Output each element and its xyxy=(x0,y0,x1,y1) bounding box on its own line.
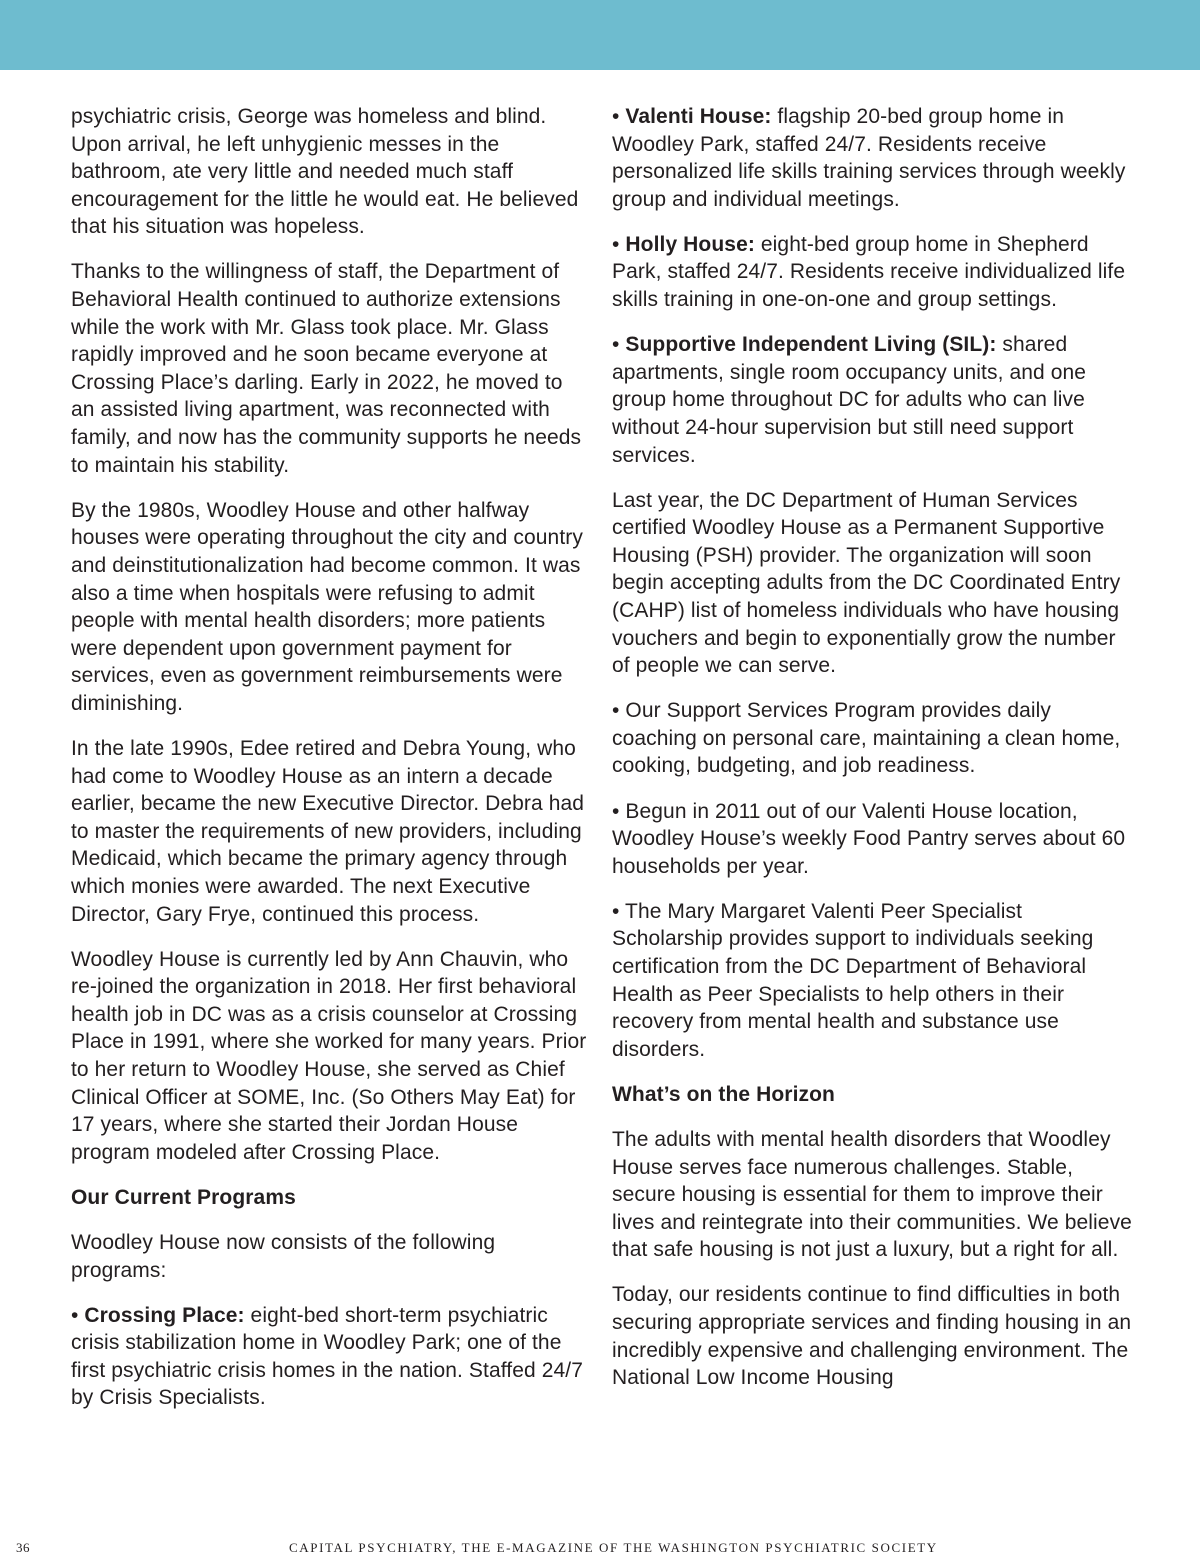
paragraph-1990s: In the late 1990s, Edee retired and Debra Young, who had come to Woodley House as an intern a decade earlier, became the new Executive Director. Debra had to master the requirements of new providers, including Medicaid, which became the primary agency through which monies were awarded. The next Executive Director, Gary Frye, continued this process. xyxy=(71,736,585,926)
bullet: • xyxy=(612,799,626,823)
program-crossing-place xyxy=(71,1302,591,1412)
item-support-services-text: Our Support Services Program provides daily coaching on personal care, maintaining a clean home, cooking, budgeting, and job readiness. xyxy=(612,699,1121,778)
program-holly-house-label: Holly House: xyxy=(625,232,755,256)
paragraph-horizon-2: Today, our residents continue to find difficulties in both securing appropriate services and finding housing in an incredibly expensive and challenging environment. The National Low Income Housing xyxy=(612,1283,1132,1390)
program-crossing-place-label: Crossing Place: xyxy=(84,1303,245,1327)
item-scholarship xyxy=(612,898,1134,1064)
program-sil-text: shared apartments, single room occupancy units, and one group home throughout DC for adults who can live without 24-hour supervision but still need support services. xyxy=(612,333,1087,467)
right-column xyxy=(612,103,1134,1409)
paragraph-george: psychiatric crisis, George was homeless and blind. Upon arrival, he left unhygienic messes in the bathroom, ate very little and needed much staff encouragement for the little he would eat. He believed that his situation was hopeless. xyxy=(71,105,579,239)
item-food-pantry-text: Begun in 2011 out of our Valenti House location, Woodley House’s weekly Food Pantry serves about 60 households per year. xyxy=(612,799,1126,878)
item-food-pantry xyxy=(612,798,1134,881)
item-support-services xyxy=(612,697,1134,780)
item-scholarship-text: The Mary Margaret Valenti Peer Specialist Scholarship provides support to individuals seeking certification from the DC Department of Behavioral Health as Peer Specialists to help others in their recovery from mental health and substance use disorders. xyxy=(612,899,1094,1061)
paragraph-horizon-1: The adults with mental health disorders that Woodley House serves face numerous challenges. Stable, secure housing is essential for them to improve their lives and reintegrate into their communities. We believe that safe housing is not just a luxury, but a right for all. xyxy=(612,1128,1132,1262)
paragraph-ann-chauvin: Woodley House is currently led by Ann Chauvin, who re-joined the organization in 2018. Her first behavioral health job in DC was as a crisis counselor at Crossing Place in 1991, where she worked for many years. Prior to her return to Woodley House, she served as Chief Clinical Officer at SOME, Inc. (So Others May Eat) for 17 years, where she started their Jordan House program modeled after Crossing Place. xyxy=(71,947,587,1164)
paragraph-extensions: Thanks to the willingness of staff, the Department of Behavioral Health continued to authorize extensions while the work with Mr. Glass took place. Mr. Glass rapidly improved and he soon became everyone at Crossing Place’s darling. Early in 2022, he moved to an assisted living apartment, was reconnected with family, and now has the community supports he needs to maintain his stability. xyxy=(71,260,582,477)
program-holly-house xyxy=(612,231,1134,314)
paragraph-1980s: By the 1980s, Woodley House and other halfway houses were operating throughout the city and country and deinstitutionalization had become common. It was also a time when hospitals were refusing to admit people with mental health disorders; more patients were dependent upon government payment for services, even as government reimbursements were diminishing. xyxy=(71,498,583,715)
bullet: • xyxy=(612,105,626,128)
bullet: • xyxy=(612,333,626,357)
program-crossing-place-text: eight-bed short-term psychiatric crisis stabilization home in Woodley Park; one of the first psychiatric crisis homes in the nation. Staffed 24/7 by Crisis Specialists. xyxy=(71,1303,583,1410)
header-color-band xyxy=(0,0,1200,70)
program-valenti-house xyxy=(612,103,1134,213)
paragraph-psh: Last year, the DC Department of Human Services certified Woodley House as a Permanent Supportive Housing (PSH) provider. The organization will soon begin accepting adults from the DC Coordinated Entry (CAHP) list of homeless individuals who have housing vouchers and begin to exponentially grow the number of people we can serve. xyxy=(612,488,1121,678)
heading-horizon: What’s on the Horizon xyxy=(612,1082,835,1106)
left-column xyxy=(71,103,591,1430)
page-number: 36 xyxy=(16,1540,30,1555)
bullet: • xyxy=(612,699,626,723)
page-footer xyxy=(0,1540,1200,1560)
program-valenti-house-label: Valenti House: xyxy=(625,105,772,128)
bullet: • xyxy=(612,899,626,923)
heading-current-programs: Our Current Programs xyxy=(71,1185,296,1209)
magazine-title: CAPITAL PSYCHIATRY, THE E-MAGAZINE OF THE WASHINGTON PSYCHIATRIC SOCIETY xyxy=(289,1540,938,1555)
bullet: • xyxy=(612,232,626,256)
bullet: • xyxy=(71,1303,85,1327)
program-sil xyxy=(612,331,1134,469)
program-valenti-house-text: flagship 20-bed group home in Woodley Park, staffed 24/7. Residents receive personalized life skills training services through weekly group and individual meetings. xyxy=(612,105,1126,211)
program-sil-label: Supportive Independent Living (SIL): xyxy=(625,333,997,357)
paragraph-programs-intro: Woodley House now consists of the following programs: xyxy=(71,1230,496,1282)
program-holly-house-text: eight-bed group home in Shepherd Park, staffed 24/7. Residents receive individualized life skills training in one-on-one and group settings. xyxy=(612,232,1126,312)
